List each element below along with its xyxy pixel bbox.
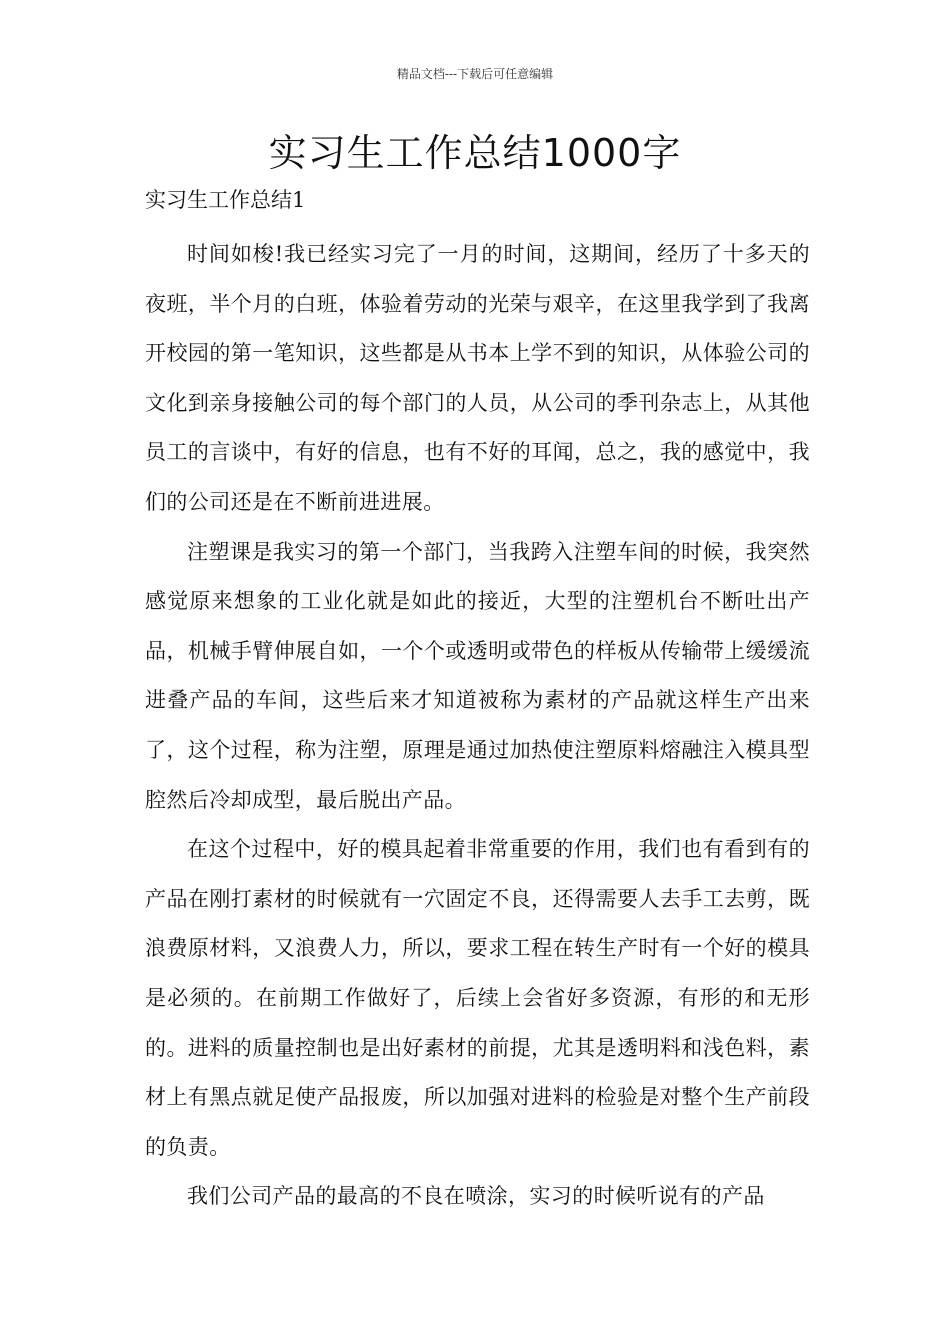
header-note: 精品文档---下载后可任意编辑 <box>396 67 554 81</box>
paragraph-4: 我们公司产品的最高的不良在喷涂，实习的时候听说有的产品 <box>187 1184 765 1209</box>
paragraph-3: 在这个过程中，好的模具起着非常重要的作用，我们也有看到有的产品在刚打素材的时候就有一穴固定不良，还得需要人去手工去剪，既浪费原材料，又浪费人力，所以，要求工程在转生产时有一个好的模具是必须的。在前期工作做好了，后续上会省好多资源，有形的和无形的。进料的质量控制也是出好素材的前提，尤其是透明料和浅色料，素材上有黑点就足使产品报废，所以加强对进料的检验是对整个生产前段的负责。 <box>145 837 810 1159</box>
document-title: 实习生工作总结1000字 <box>268 131 682 175</box>
section-heading: 实习生工作总结1 <box>145 188 306 212</box>
document-body <box>145 230 810 1222</box>
paragraph-1: 时间如梭!我已经实习完了一月的时间，这期间，经历了十多天的夜班，半个月的白班，体验着劳动的光荣与艰辛，在这里我学到了我离开校园的第一笔知识，这些都是从书本上学不到的知识，从体验公司的文化到亲身接触公司的每个部门的人员，从公司的季刊杂志上，从其他员工的言谈中，有好的信息，也有不好的耳闻，总之，我的感觉中，我们的公司还是在不断前进进展。 <box>145 242 810 514</box>
paragraph-2: 注塑课是我实习的第一个部门，当我跨入注塑车间的时候，我突然感觉原来想象的工业化就是如此的接近，大型的注塑机台不断吐出产品，机械手臂伸展自如，一个个或透明或带色的样板从传输带上缓缓流进叠产品的车间，这些后来才知道被称为素材的产品就这样生产出来了，这个过程，称为注塑，原理是通过加热使注塑原料熔融注入模具型腔然后冷却成型，最后脱出产品。 <box>145 539 810 812</box>
